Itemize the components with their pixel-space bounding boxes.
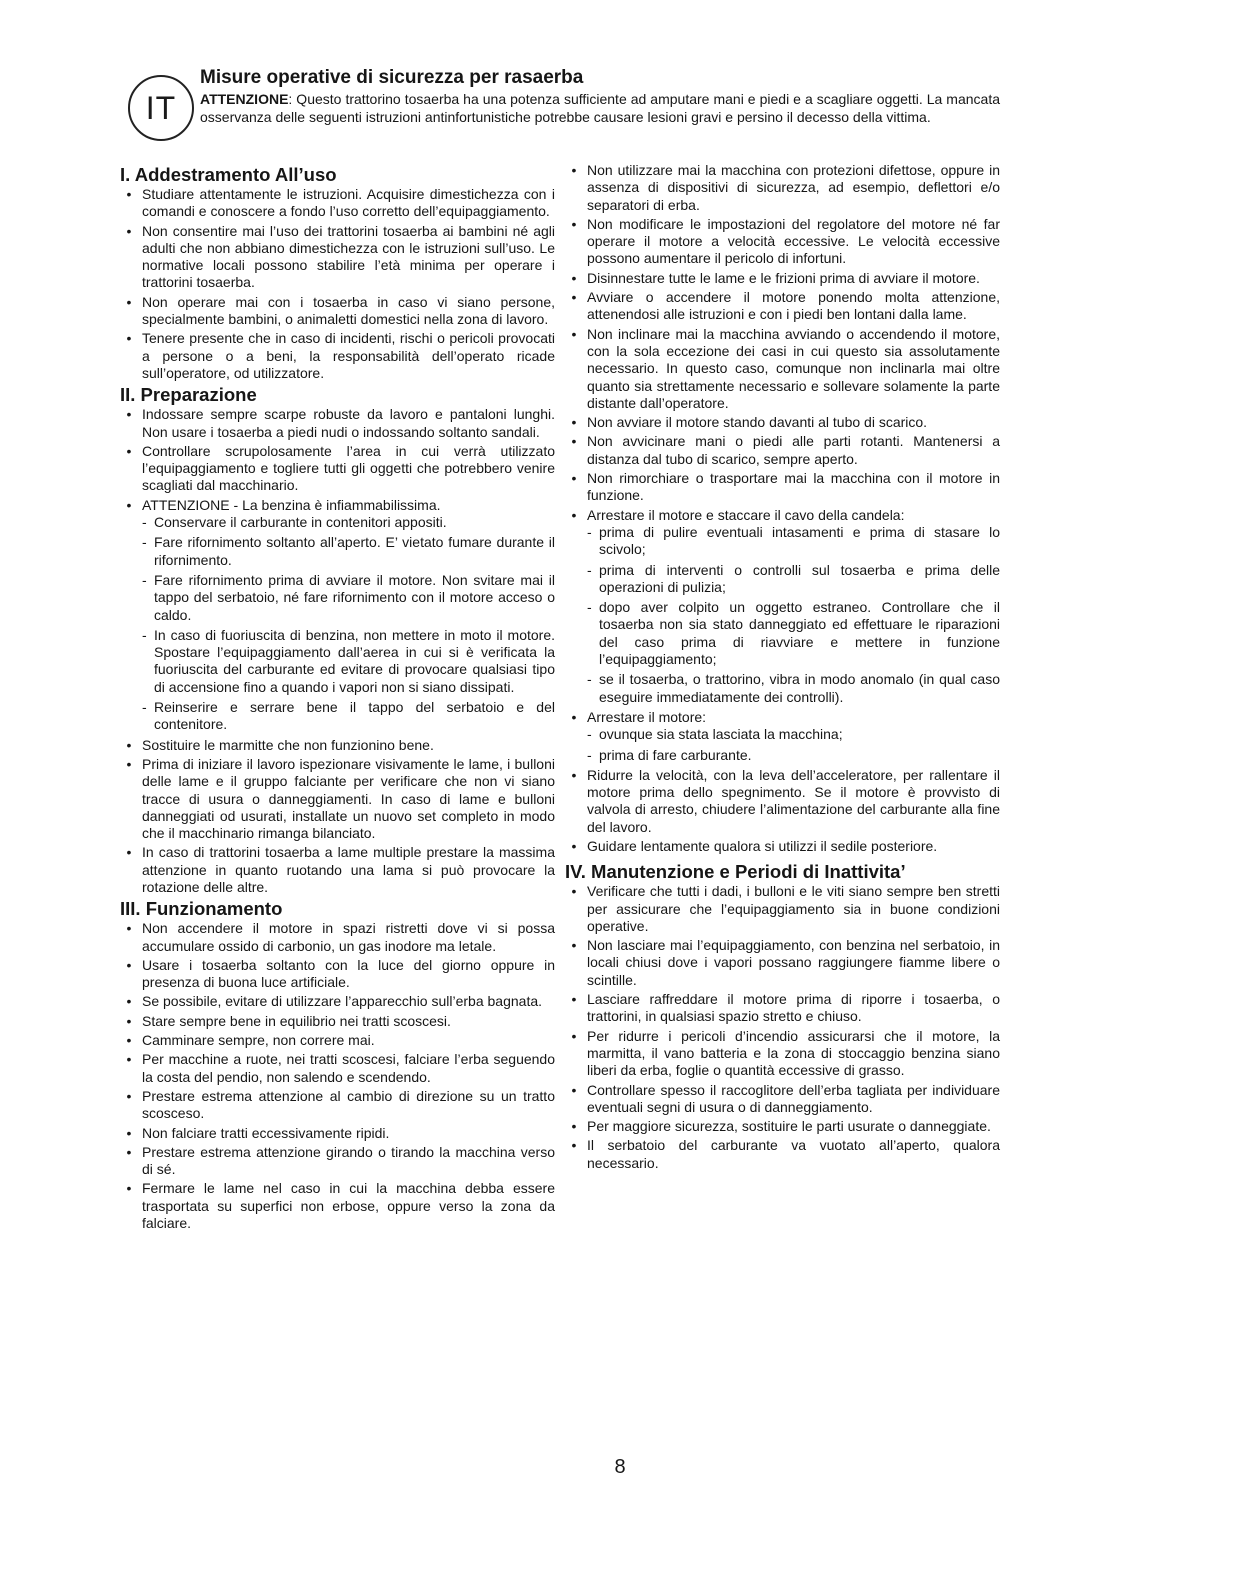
- list-item: • Indossare sempre scarpe robuste da lavoro e pantaloni lunghi. Non usare i tosaerba a piedi nudi o indossando soltanto sandali.: [126, 406, 555, 440]
- list-item: • Prestare estrema attenzione girando o tirando la macchina verso di sé.: [126, 1143, 555, 1178]
- list-item: • ATTENZIONE - La benzina è infiammabilissima. - Conservare il carburante in contenitori appositi. - Fare rifornimento soltanto all’aperto. E’ vietato fumare durante il rifornimento. - Fare rifornimento prima di avviare il motore. Non svitare mai il tappo del serbatoio, né fare rifornimento con il motore acceso o caldo. - In caso di fuoriuscita di benzina, non mettere in moto il motore. Spostare l’equipaggiamento dall’aerea in cui si è verificata la fuoriuscita del carburante ed evitare di provocare qualsiasi tipo di accensione fino a quando i vapori non si siano dissipati. - Reinserire e serrare bene il tappo del serbatoio e del contenitore.: [126, 496, 555, 733]
- list-item: • Stare sempre bene in equilibrio nei tratti scoscesi.: [126, 1012, 451, 1029]
- list-item: • Tenere presente che in caso di incidenti, rischi o pericoli provocati a persone o a beni, la responsabilità dell’operato ricade sull’operatore, od utilizzatore.: [126, 330, 555, 381]
- sub-item: - Fare rifornimento soltanto all’aperto. E’ vietato fumare durante il rifornimento.: [142, 534, 555, 568]
- sub-item: - prima di interventi o controlli sul tosaerba e prima delle operazioni di pulizia;: [587, 561, 1000, 595]
- list-item: • Non accendere il motore in spazi ristretti dove vi si possa accumulare ossido di carbonio, un gas inodore ma letale.: [126, 920, 555, 954]
- list-item: • Guidare lentamente qualora si utilizzi il sedile posteriore.: [571, 837, 938, 854]
- list-item: • Non consentire mai l’uso dei trattorini tosaerba ai bambini né agli adulti che non abbiano dimestichezza con le istruzioni sull’uso. Le normative locali possono stabilire l’età minima per operare i trattorini tosaerba.: [126, 222, 555, 291]
- stop-engine-sublist: [587, 726, 1000, 764]
- section-title-training: I. Addestramento All’uso: [120, 164, 337, 185]
- list-item: • Il serbatoio del carburante va vuotato all’aperto, qualora necessario.: [571, 1137, 1000, 1171]
- page-title: Misure operative di sicurezza per rasaerba: [200, 67, 584, 88]
- sub-item: - se il tosaerba, o trattorino, vibra in modo anomalo (in qual caso eseguire immediatamente dei controlli).: [587, 671, 1000, 705]
- list-item: • Controllare scrupolosamente l’area in cui verrà utilizzato l’equipaggiamento e togliere tutti gli oggetti che potrebbero venire scagliati dal macchinario.: [126, 442, 555, 494]
- list-item: • Ridurre la velocità, con la leva dell’acceleratore, per rallentare il motore prima dello spegnimento. Se il motore è provvisto di valvola di arresto, chiudere l’alimentazione del carburante alla fine del lavoro.: [571, 766, 1000, 835]
- list-item: • Non inclinare mai la macchina avviando o accendendo il motore, con la sola eccezione dei casi in cui questo sia assolutamente necessario. In questo caso, comunque non inclinarla mai oltre quanto sia strettamente necessario e sollevare solamente la parte distante dall’operatore.: [571, 325, 1000, 411]
- list-item: • Arrestare il motore: - ovunque sia stata lasciata la macchina; - prima di fare carburante.: [565, 709, 1000, 764]
- training-list: [120, 186, 555, 382]
- list-item: • Controllare spesso il raccoglitore dell’erba tagliata per individuare eventuali segni di usura o di danneggiamento.: [571, 1081, 1000, 1115]
- sub-item: - In caso di fuoriuscita di benzina, non mettere in moto il motore. Spostare l’equipaggiamento dall’aerea in cui si è verificata la fuoriuscita del carburante ed evitare di provocare qualsiasi tipo di accensione fino a quando i vapori non si siano dissipati.: [142, 626, 555, 695]
- fuel-sublist: [142, 514, 555, 734]
- list-item: • Studiare attentamente le istruzioni. Acquisire dimestichezza con i comandi e conoscere a fondo l’uso corretto dell’equipaggiamento.: [126, 186, 555, 220]
- language-badge: [128, 75, 194, 141]
- page-number: 8: [614, 1456, 626, 1478]
- list-item: • Prima di iniziare il lavoro ispezionare visivamente le lame, i bulloni delle lame e il gruppo falciante per verificare che non vi siano tracce di usura o danneggiamenti. In caso di lame e bulloni danneggiati od usurati, installate un nuovo set completo in modo che il macchinario rimanga bilanciato.: [126, 755, 555, 842]
- preparation-list: [120, 406, 555, 896]
- list-item: • Non rimorchiare o trasportare mai la macchina con il motore in funzione.: [571, 470, 1000, 504]
- list-item: • Per macchine a ruote, nei tratti scoscesi, falciare l’erba seguendo la costa del pendio, non salendo e scendendo.: [126, 1051, 555, 1085]
- list-item: • Prestare estrema attenzione al cambio di direzione su un tratto scosceso.: [126, 1087, 555, 1122]
- list-item: • Camminare sempre, non correre mai.: [126, 1032, 375, 1049]
- list-item: • Per ridurre i pericoli d’incendio assicurarsi che il motore, la marmitta, il vano batteria e la zona di stoccaggio benzina siano liberi da erba, foglie o quantità eccessive di grasso.: [571, 1027, 1000, 1079]
- list-item: • Non operare mai con i tosaerba in caso vi siano persone, specialmente bambini, o animaletti domestici nella zona di lavoro.: [126, 293, 555, 328]
- list-item: • Non avviare il motore stando davanti al tubo di scarico.: [571, 414, 928, 431]
- sub-item: - dopo aver colpito un oggetto estraneo. Controllare che il tosaerba non sia stato danneggiato ed effettuare le riparazioni del caso prima di riavviare e mettere in funzione l’equipaggiamento;: [587, 599, 1000, 668]
- list-item: • Se possibile, evitare di utilizzare l’apparecchio sull’erba bagnata.: [126, 993, 543, 1010]
- list-item: • Non falciare tratti eccessivamente ripidi.: [126, 1124, 390, 1141]
- spark-plug-sublist: [587, 524, 1000, 706]
- section-title-operation: III. Funzionamento: [120, 898, 283, 920]
- warning-label: ATTENZIONE: [200, 91, 289, 107]
- list-item: • Arrestare il motore e staccare il cavo della candela: - prima di pulire eventuali intasamenti e prima di stasare lo scivolo; - prima di interventi o controlli sul tosaerba e prima delle operazioni di pulizia; - dopo aver colpito un oggetto estraneo. Controllare che il tosaerba non sia stato danneggiato ed effettuare le riparazioni del caso prima di riavviare e mettere in funzione l’equipaggiamento; - se il tosaerba, o trattorino, vibra in modo anomalo (in qual caso eseguire immediatamente dei controlli).: [571, 506, 1000, 705]
- list-item: • Non utilizzare mai la macchina con protezioni difettose, oppure in assenza di dispositivi di sicurezza, ad esempio, deflettori e/o separatori di erba.: [571, 162, 1000, 213]
- operation-list: [120, 920, 555, 1232]
- warning-text: : Questo trattorino tosaerba ha una potenza sufficiente ad amputare mani e piedi e a scagliare oggetti. La mancata osservanza delle seguenti istruzioni antinfortunistiche potrebbe causare lesioni gravi e persino il decesso della vittima.: [200, 91, 1000, 125]
- maintenance-list: [565, 883, 1000, 1172]
- section-title-maintenance: IV. Manutenzione e Periodi di Inattivita’: [565, 861, 906, 883]
- list-item: • Per maggiore sicurezza, sostituire le parti usurate o danneggiate.: [571, 1118, 991, 1135]
- list-item: • Lasciare raffreddare il motore prima di riporre i tosaerba, o trattorini, in qualsiasi spazio stretto e chiuso.: [571, 991, 1000, 1025]
- list-item: • Disinnestare tutte le lame e le frizioni prima di avviare il motore.: [571, 269, 980, 286]
- list-item: • Verificare che tutti i dadi, i bulloni e le viti siano sempre ben stretti per assicurare che l’equipaggiamento sia in buone condizioni operative.: [571, 883, 1000, 934]
- list-item: • Non avvicinare mani o piedi alle parti rotanti. Mantenersi a distanza dal tubo di scarico, sempre aperto.: [571, 433, 1000, 467]
- sub-item: - Conservare il carburante in contenitori appositi.: [142, 514, 447, 531]
- sub-item: - prima di fare carburante.: [587, 746, 752, 763]
- section-title-preparation: II. Preparazione: [120, 384, 257, 406]
- list-item: • Fermare le lame nel caso in cui la macchina debba essere trasportata su superfici non erbose, oppure verso la zona da falciare.: [126, 1180, 555, 1232]
- sub-item: - prima di pulire eventuali intasamenti e prima di stasare lo scivolo;: [587, 523, 1000, 558]
- warning-paragraph: [200, 90, 1000, 126]
- list-item: • Avviare o accendere il motore ponendo molta attenzione, attenendosi alle istruzioni e con i piedi ben lontani dalla lame.: [571, 289, 1000, 323]
- list-item: • Non lasciare mai l’equipaggiamento, con benzina nel serbatoio, in locali chiusi dove i vapori possano raggiungere fiamme libere o scintille.: [571, 937, 1000, 988]
- list-item: • Non modificare le impostazioni del regolatore del motore né far operare il motore a velocità eccessive. Le velocità eccessive possono aumentare il pericolo di infortuni.: [571, 215, 1000, 267]
- operation-list-continued: [565, 162, 1000, 855]
- language-code: IT: [145, 89, 177, 126]
- sub-item: - Fare rifornimento prima di avviare il motore. Non svitare mai il tappo del serbatoio, né fare rifornimento con il motore acceso o caldo.: [142, 571, 555, 623]
- left-column: [120, 162, 555, 1234]
- sub-item: - ovunque sia stata lasciata la macchina;: [587, 726, 843, 743]
- sub-item: - Reinserire e serrare bene il tappo del serbatoio e del contenitore.: [142, 699, 555, 733]
- list-item: • In caso di trattorini tosaerba a lame multiple prestare la massima attenzione in quanto ruotando una lama si può provocare la rotazione delle altre.: [126, 844, 555, 895]
- list-item: • Sostituire le marmitte che non funzionino bene.: [126, 736, 434, 753]
- list-item: • Usare i tosaerba soltanto con la luce del giorno oppure in presenza di buona luce artificiale.: [126, 956, 555, 991]
- right-column: [565, 162, 1000, 1174]
- safety-header: [200, 67, 1000, 126]
